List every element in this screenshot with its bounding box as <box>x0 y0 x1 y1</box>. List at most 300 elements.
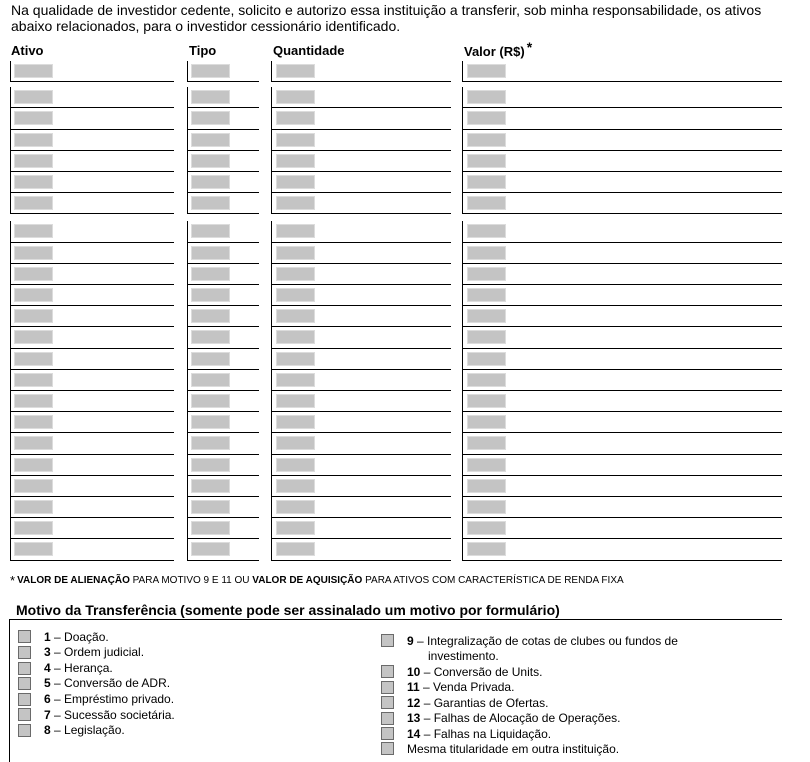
motivo-checkbox-11[interactable] <box>381 681 394 694</box>
row-underline-valor <box>462 369 782 370</box>
quantidade-input[interactable] <box>276 458 315 472</box>
row-underline-ativo <box>10 305 174 306</box>
tipo-input[interactable] <box>191 394 230 408</box>
row-underline-quantidade <box>271 150 451 151</box>
quantidade-input[interactable] <box>276 479 315 493</box>
cell-border-valor <box>462 151 463 171</box>
row-underline-tipo <box>187 129 259 130</box>
tipo-input[interactable] <box>191 90 230 104</box>
quantidade-input[interactable] <box>276 90 315 104</box>
cell-border-tipo <box>187 518 188 538</box>
quantidade-input[interactable] <box>276 373 315 387</box>
ativo-input[interactable] <box>14 64 53 78</box>
ativo-input[interactable] <box>14 133 53 147</box>
quantidade-input[interactable] <box>276 542 315 556</box>
tipo-input[interactable] <box>191 521 230 535</box>
valor-input[interactable] <box>467 394 506 408</box>
motivo-option-num: 7 <box>44 708 51 722</box>
row-underline-valor <box>462 171 782 172</box>
row-underline-quantidade <box>271 496 451 497</box>
tipo-input[interactable] <box>191 64 230 78</box>
row-underline-quantidade <box>271 129 451 130</box>
row-underline-valor <box>462 213 782 214</box>
cell-border-ativo <box>10 151 11 171</box>
ativo-input[interactable] <box>14 500 53 514</box>
cell-border-tipo <box>187 455 188 475</box>
motivo-option-num: 10 <box>407 665 421 679</box>
row-underline-tipo <box>187 305 259 306</box>
row-underline-valor <box>462 107 782 108</box>
tipo-input[interactable] <box>191 479 230 493</box>
cell-border-tipo <box>187 391 188 411</box>
motivo-option-14 <box>407 727 551 742</box>
row-underline-ativo <box>10 560 174 561</box>
motivo-option-4 <box>44 661 113 676</box>
tipo-input[interactable] <box>191 500 230 514</box>
motivo-option-7 <box>44 708 175 723</box>
ativo-input[interactable] <box>14 394 53 408</box>
cell-border-tipo <box>187 221 188 241</box>
tipo-input[interactable] <box>191 352 230 366</box>
cell-border-valor <box>462 172 463 192</box>
row-underline-ativo <box>10 517 174 518</box>
row-underline-tipo <box>187 538 259 539</box>
cell-border-quantidade <box>271 370 272 390</box>
motivo-checkbox-mesma-titularidade[interactable] <box>381 742 394 755</box>
cell-border-valor <box>462 87 463 107</box>
row-underline-quantidade <box>271 284 451 285</box>
row-underline-valor <box>462 305 782 306</box>
motivo-option-num: 8 <box>44 723 51 737</box>
row-underline-ativo <box>10 213 174 214</box>
header-ativo: Ativo <box>11 43 44 58</box>
valor-input[interactable] <box>467 500 506 514</box>
motivo-option-9 <box>407 634 678 664</box>
row-underline-tipo <box>187 284 259 285</box>
cell-border-ativo <box>10 243 11 263</box>
motivo-checkbox-6[interactable] <box>18 693 31 706</box>
ativo-input[interactable] <box>14 288 53 302</box>
ativo-input[interactable] <box>14 330 53 344</box>
ativo-input[interactable] <box>14 415 53 429</box>
motivo-option-8 <box>44 723 125 738</box>
motivo-option-num: 1 <box>44 630 51 644</box>
motivo-option-10 <box>407 665 542 680</box>
cell-border-valor <box>462 130 463 150</box>
cell-border-quantidade <box>271 433 272 453</box>
motivo-option-1 <box>44 630 109 645</box>
cell-border-valor <box>462 370 463 390</box>
ativo-input[interactable] <box>14 458 53 472</box>
tipo-input[interactable] <box>191 373 230 387</box>
cell-border-tipo <box>187 497 188 517</box>
ativo-input[interactable] <box>14 542 53 556</box>
motivo-option-num: 3 <box>44 645 51 659</box>
motivo-option-13 <box>407 711 621 726</box>
row-underline-quantidade <box>271 348 451 349</box>
motivo-option-text: – Conversão de Units. <box>420 665 543 679</box>
valor-input[interactable] <box>467 154 506 168</box>
quantidade-input[interactable] <box>276 309 315 323</box>
cell-border-tipo <box>187 412 188 432</box>
cell-border-quantidade <box>271 221 272 241</box>
quantidade-input[interactable] <box>276 175 315 189</box>
row-underline-ativo <box>10 411 174 412</box>
quantidade-input[interactable] <box>276 436 315 450</box>
cell-border-ativo <box>10 391 11 411</box>
valor-input[interactable] <box>467 479 506 493</box>
valor-input[interactable] <box>467 175 506 189</box>
tipo-input[interactable] <box>191 111 230 125</box>
tipo-input[interactable] <box>191 415 230 429</box>
cell-border-ativo <box>10 327 11 347</box>
valor-input[interactable] <box>467 415 506 429</box>
ativo-input[interactable] <box>14 111 53 125</box>
cell-border-valor <box>462 306 463 326</box>
motivo-checkbox-10[interactable] <box>381 665 394 678</box>
row-underline-ativo <box>10 81 174 82</box>
tipo-input[interactable] <box>191 458 230 472</box>
valor-input[interactable] <box>467 521 506 535</box>
motivo-option-num: 9 <box>407 634 414 648</box>
cell-border-ativo <box>10 264 11 284</box>
row-underline-valor <box>462 475 782 476</box>
motivo-option-6 <box>44 692 174 707</box>
tipo-input[interactable] <box>191 288 230 302</box>
cell-border-valor <box>462 349 463 369</box>
header-valor-label: Valor (R$) <box>464 44 525 59</box>
cell-border-quantidade <box>271 539 272 559</box>
row-underline-ativo <box>10 284 174 285</box>
tipo-input[interactable] <box>191 330 230 344</box>
motivo-option-text: – Venda Privada. <box>419 680 515 694</box>
row-underline-tipo <box>187 411 259 412</box>
cell-border-tipo <box>187 172 188 192</box>
tipo-input[interactable] <box>191 196 230 210</box>
quantidade-input[interactable] <box>276 267 315 281</box>
cell-border-quantidade <box>271 412 272 432</box>
row-underline-ativo <box>10 538 174 539</box>
motivo-option-text: – Ordem judicial. <box>50 645 145 659</box>
cell-border-ativo <box>10 221 11 241</box>
cell-border-quantidade <box>271 108 272 128</box>
cell-border-valor <box>462 518 463 538</box>
quantidade-input[interactable] <box>276 500 315 514</box>
motivo-checkbox-3[interactable] <box>18 646 31 659</box>
cell-border-valor <box>462 391 463 411</box>
valor-input[interactable] <box>467 111 506 125</box>
row-underline-tipo <box>187 475 259 476</box>
cell-border-quantidade <box>271 61 272 81</box>
intro-text: Na qualidade de investidor cedente, solicito e autorizo essa instituição a transferir, sob minha responsabilidade, os ativos abaixo relacionados, para o investidor cessionário identificado. <box>11 2 762 34</box>
row-underline-valor <box>462 81 782 82</box>
cell-border-tipo <box>187 370 188 390</box>
row-underline-valor <box>462 326 782 327</box>
valor-input[interactable] <box>467 64 506 78</box>
row-underline-ativo <box>10 454 174 455</box>
row-underline-valor <box>462 560 782 561</box>
cell-border-valor <box>462 497 463 517</box>
row-underline-tipo <box>187 213 259 214</box>
motivo-divider <box>10 619 782 620</box>
row-underline-quantidade <box>271 411 451 412</box>
valor-input[interactable] <box>467 196 506 210</box>
footnote-asterisk: * <box>10 573 16 588</box>
row-underline-quantidade <box>271 213 451 214</box>
valor-input[interactable] <box>467 542 506 556</box>
cell-border-ativo <box>10 108 11 128</box>
row-underline-ativo <box>10 348 174 349</box>
motivo-option-text: – Herança. <box>50 661 113 675</box>
footnote-text-2: PARA MOTIVO 9 E 11 OU <box>129 575 253 586</box>
row-underline-ativo <box>10 263 174 264</box>
valor-input[interactable] <box>467 90 506 104</box>
valor-input[interactable] <box>467 288 506 302</box>
ativo-input[interactable] <box>14 352 53 366</box>
cell-border-tipo <box>187 193 188 213</box>
motivo-option-3 <box>44 645 144 660</box>
tipo-input[interactable] <box>191 436 230 450</box>
row-underline-quantidade <box>271 475 451 476</box>
motivo-checkbox-7[interactable] <box>18 708 31 721</box>
row-underline-valor <box>462 150 782 151</box>
row-underline-quantidade <box>271 263 451 264</box>
header-quantidade: Quantidade <box>273 43 345 58</box>
motivo-option-num: 4 <box>44 661 51 675</box>
tipo-input[interactable] <box>191 246 230 260</box>
row-underline-valor <box>462 284 782 285</box>
valor-input[interactable] <box>467 246 506 260</box>
quantidade-input[interactable] <box>276 394 315 408</box>
row-underline-valor <box>462 263 782 264</box>
motivo-checkbox-1[interactable] <box>18 630 31 643</box>
quantidade-input[interactable] <box>276 154 315 168</box>
ativo-input[interactable] <box>14 521 53 535</box>
row-underline-quantidade <box>271 369 451 370</box>
cell-border-tipo <box>187 327 188 347</box>
motivo-option-text: – Doação. <box>50 630 109 644</box>
quantidade-input[interactable] <box>276 133 315 147</box>
row-underline-valor <box>462 517 782 518</box>
ativo-input[interactable] <box>14 224 53 238</box>
row-underline-ativo <box>10 150 174 151</box>
row-underline-valor <box>462 390 782 391</box>
motivo-checkbox-9[interactable] <box>381 634 394 647</box>
valor-input[interactable] <box>467 224 506 238</box>
ativo-input[interactable] <box>14 196 53 210</box>
quantidade-input[interactable] <box>276 111 315 125</box>
ativo-input[interactable] <box>14 267 53 281</box>
ativo-input[interactable] <box>14 436 53 450</box>
row-underline-ativo <box>10 369 174 370</box>
row-underline-quantidade <box>271 192 451 193</box>
row-underline-quantidade <box>271 560 451 561</box>
tipo-input[interactable] <box>191 154 230 168</box>
cell-border-quantidade <box>271 349 272 369</box>
ativo-input[interactable] <box>14 175 53 189</box>
valor-input[interactable] <box>467 352 506 366</box>
motivo-option-12 <box>407 696 548 711</box>
motivo-option-text: – Sucessão societária. <box>50 708 175 722</box>
quantidade-input[interactable] <box>276 521 315 535</box>
row-underline-valor <box>462 454 782 455</box>
cell-border-quantidade <box>271 518 272 538</box>
cell-border-quantidade <box>271 193 272 213</box>
motivo-option-num: 13 <box>407 711 421 725</box>
cell-border-quantidade <box>271 264 272 284</box>
tipo-input[interactable] <box>191 542 230 556</box>
motivo-checkbox-5[interactable] <box>18 677 31 690</box>
valor-input[interactable] <box>467 267 506 281</box>
motivo-checkbox-8[interactable] <box>18 724 31 737</box>
cell-border-quantidade <box>271 476 272 496</box>
cell-border-tipo <box>187 306 188 326</box>
motivo-checkbox-14[interactable] <box>381 727 394 740</box>
cell-border-ativo <box>10 61 11 81</box>
row-underline-tipo <box>187 263 259 264</box>
motivo-option-text: – Falhas de Alocação de Operações. <box>420 711 621 725</box>
motivo-option-text: – Legislação. <box>50 723 125 737</box>
cell-border-valor <box>462 61 463 81</box>
row-underline-ativo <box>10 107 174 108</box>
cell-border-quantidade <box>271 285 272 305</box>
motivo-option-text: – Empréstimo privado. <box>50 692 175 706</box>
row-underline-tipo <box>187 150 259 151</box>
cell-border-ativo <box>10 433 11 453</box>
quantidade-input[interactable] <box>276 196 315 210</box>
cell-border-quantidade <box>271 151 272 171</box>
motivo-checkbox-12[interactable] <box>381 696 394 709</box>
row-underline-valor <box>462 192 782 193</box>
tipo-input[interactable] <box>191 224 230 238</box>
cell-border-tipo <box>187 151 188 171</box>
valor-input[interactable] <box>467 330 506 344</box>
cell-border-ativo <box>10 412 11 432</box>
valor-input[interactable] <box>467 458 506 472</box>
motivo-title: Motivo da Transferência (somente pode ser assinalado um motivo por formulário) <box>16 602 560 618</box>
motivo-option-num: 6 <box>44 692 51 706</box>
row-underline-ativo <box>10 171 174 172</box>
row-underline-quantidade <box>271 538 451 539</box>
quantidade-input[interactable] <box>276 352 315 366</box>
motivo-option-mesma-titularidade <box>407 742 619 757</box>
row-underline-quantidade <box>271 326 451 327</box>
footnote-bold-1: VALOR DE ALIENAÇÃO <box>17 575 130 586</box>
cell-border-quantidade <box>271 243 272 263</box>
motivo-option-num: 12 <box>407 696 421 710</box>
motivo-option-11 <box>407 680 514 695</box>
cell-border-ativo <box>10 285 11 305</box>
quantidade-input[interactable] <box>276 246 315 260</box>
valor-input[interactable] <box>467 309 506 323</box>
cell-border-ativo <box>10 130 11 150</box>
row-underline-ativo <box>10 192 174 193</box>
tipo-input[interactable] <box>191 175 230 189</box>
motivo-option-text: Mesma titularidade em outra instituição. <box>407 742 620 756</box>
ativo-input[interactable] <box>14 246 53 260</box>
cell-border-quantidade <box>271 455 272 475</box>
ativo-input[interactable] <box>14 479 53 493</box>
motivo-option-num: 14 <box>407 727 421 741</box>
row-underline-valor <box>462 348 782 349</box>
cell-border-valor <box>462 193 463 213</box>
cell-border-tipo <box>187 433 188 453</box>
row-underline-quantidade <box>271 390 451 391</box>
cell-border-valor <box>462 539 463 559</box>
row-underline-quantidade <box>271 432 451 433</box>
header-tipo: Tipo <box>189 43 217 58</box>
cell-border-ativo <box>10 349 11 369</box>
row-underline-tipo <box>187 107 259 108</box>
row-underline-tipo <box>187 192 259 193</box>
ativo-input[interactable] <box>14 309 53 323</box>
ativo-input[interactable] <box>14 373 53 387</box>
cell-border-valor <box>462 412 463 432</box>
motivo-checkbox-13[interactable] <box>381 712 394 725</box>
row-underline-ativo <box>10 129 174 130</box>
cell-border-quantidade <box>271 87 272 107</box>
cell-border-valor <box>462 455 463 475</box>
cell-border-ativo <box>10 172 11 192</box>
quantidade-input[interactable] <box>276 224 315 238</box>
row-underline-quantidade <box>271 517 451 518</box>
ativo-input[interactable] <box>14 154 53 168</box>
cell-border-tipo <box>187 130 188 150</box>
tipo-input[interactable] <box>191 133 230 147</box>
row-underline-tipo <box>187 369 259 370</box>
row-underline-tipo <box>187 454 259 455</box>
row-underline-quantidade <box>271 242 451 243</box>
tipo-input[interactable] <box>191 309 230 323</box>
quantidade-input[interactable] <box>276 288 315 302</box>
valor-input[interactable] <box>467 373 506 387</box>
motivo-option-5 <box>44 676 170 691</box>
valor-input[interactable] <box>467 133 506 147</box>
cell-border-quantidade <box>271 306 272 326</box>
quantidade-input[interactable] <box>276 415 315 429</box>
cell-border-ativo <box>10 370 11 390</box>
motivo-left-border <box>9 619 10 762</box>
row-underline-valor <box>462 129 782 130</box>
cell-border-valor <box>462 264 463 284</box>
motivo-checkbox-4[interactable] <box>18 662 31 675</box>
quantidade-input[interactable] <box>276 64 315 78</box>
row-underline-tipo <box>187 390 259 391</box>
row-underline-valor <box>462 538 782 539</box>
cell-border-tipo <box>187 476 188 496</box>
cell-border-tipo <box>187 108 188 128</box>
cell-border-ativo <box>10 476 11 496</box>
row-underline-tipo <box>187 496 259 497</box>
cell-border-valor <box>462 433 463 453</box>
ativo-input[interactable] <box>14 90 53 104</box>
row-underline-tipo <box>187 517 259 518</box>
header-valor-asterisk: * <box>526 39 533 55</box>
cell-border-tipo <box>187 349 188 369</box>
tipo-input[interactable] <box>191 267 230 281</box>
cell-border-ativo <box>10 539 11 559</box>
row-underline-quantidade <box>271 305 451 306</box>
row-underline-quantidade <box>271 171 451 172</box>
valor-input[interactable] <box>467 436 506 450</box>
quantidade-input[interactable] <box>276 330 315 344</box>
row-underline-tipo <box>187 432 259 433</box>
row-underline-tipo <box>187 560 259 561</box>
cell-border-tipo <box>187 285 188 305</box>
cell-border-valor <box>462 476 463 496</box>
cell-border-tipo <box>187 87 188 107</box>
row-underline-quantidade <box>271 81 451 82</box>
